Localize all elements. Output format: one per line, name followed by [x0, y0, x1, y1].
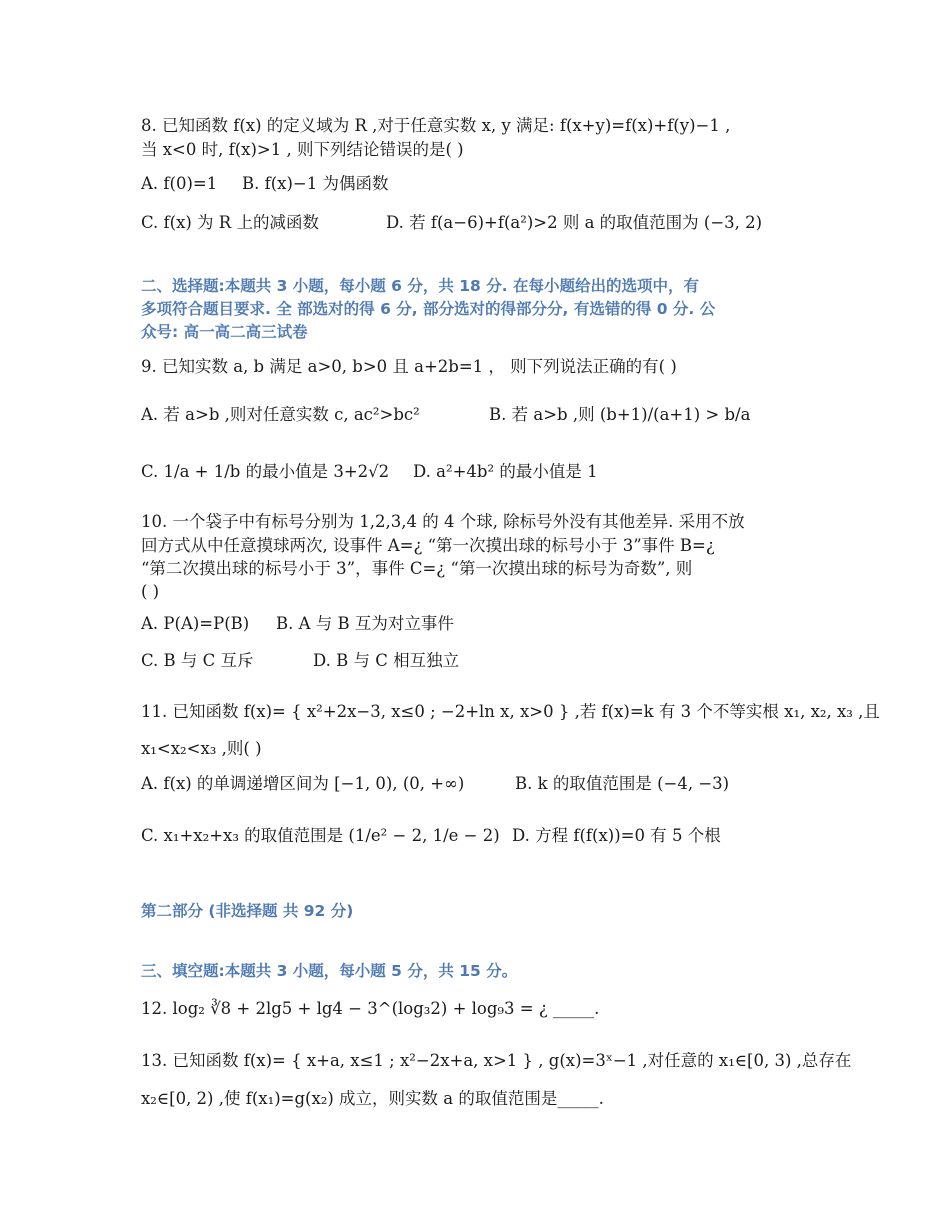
q8-option-d: D. 若 f(a−6)+f(a²)>2 则 a 的取值范围为 (−3, 2) — [386, 213, 763, 232]
q8-option-c: C. f(x) 为 R 上的减函数 — [141, 213, 319, 232]
q9-stem: 9. 已知实数 a, b 满足 a>0, b>0 且 a+2b=1 ， 则下列说法正确的有( ) — [141, 357, 677, 376]
q8-option-a: A. f(0)=1 — [141, 174, 218, 193]
q10-option-b: B. A 与 B 互为对立事件 — [276, 614, 454, 633]
q12-stem: 12. log₂ ∛8 + 2lg5 + lg4 − 3^(log₃2) + log₉3 = ¿ _____. — [141, 999, 600, 1018]
q13-stem-line1: 13. 已知函数 f(x)= { x+a, x≤1 ; x²−2x+a, x>1 } , g(x)=3ˣ−1 ,对任意的 x₁∈[0, 3) ,总存在 — [141, 1051, 852, 1070]
q8-stem-line2: 当 x<0 时, f(x)>1 , 则下列结论错误的是( ) — [141, 140, 464, 159]
q10-option-c: C. B 与 C 互斥 — [141, 651, 254, 670]
q9-option-c: C. 1/a + 1/b 的最小值是 3+2√2 — [141, 462, 390, 481]
q10-option-a: A. P(A)=P(B) — [141, 614, 250, 633]
q10-stem-line2: 回方式从中任意摸球两次, 设事件 A=¿ “第一次摸出球的标号小于 3”事件 B=¿ — [141, 536, 715, 555]
q11-option-a: A. f(x) 的单调递增区间为 [−1, 0), (0, +∞) — [141, 774, 465, 793]
q10-stem-line1: 10. 一个袋子中有标号分别为 1,2,3,4 的 4 个球, 除标号外没有其他差异. 采用不放 — [141, 512, 745, 531]
section2-heading-line2: 多项符合题目要求. 全 部选对的得 6 分, 部分选对的得部分分, 有选错的得 0 分. 公 — [141, 300, 716, 318]
q11-option-d: D. 方程 f(f(x))=0 有 5 个根 — [512, 826, 721, 845]
q11-stem-line1: 11. 已知函数 f(x)= { x²+2x−3, x≤0 ; −2+ln x, x>0 } ,若 f(x)=k 有 3 个不等实根 x₁, x₂, x₃ ,且 — [141, 702, 880, 721]
q13-stem-line2: x₂∈[0, 2) ,使 f(x₁)=g(x₂) 成立，则实数 a 的取值范围是_____. — [141, 1089, 604, 1108]
q10-option-d: D. B 与 C 相互独立 — [313, 651, 460, 670]
part2-heading: 第二部分 (非选择题 共 92 分) — [141, 902, 354, 920]
q11-option-b: B. k 的取值范围是 (−4, −3) — [515, 774, 730, 793]
section2-heading-line3: 众号: 高一高二高三试卷 — [141, 323, 308, 341]
section3-heading: 三、填空题:本题共 3 小题，每小题 5 分，共 15 分。 — [141, 962, 518, 980]
q11-stem-line2: x₁<x₂<x₃ ,则( ) — [141, 739, 262, 758]
q9-option-d: D. a²+4b² 的最小值是 1 — [413, 462, 598, 481]
q8-stem-line1: 8. 已知函数 f(x) 的定义域为 R ,对于任意实数 x, y 满足: f(x+y)=f(x)+f(y)−1 , — [141, 116, 731, 135]
q10-stem-line4: ( ) — [141, 582, 160, 601]
q9-option-a: A. 若 a>b ,则对任意实数 c, ac²>bc² — [141, 405, 420, 424]
q10-stem-line3: “第二次摸出球的标号小于 3”，事件 C=¿ “第一次摸出球的标号为奇数”, 则 — [141, 559, 693, 578]
section2-heading-line1: 二、选择题:本题共 3 小题，每小题 6 分，共 18 分. 在每小题给出的选项中，有 — [141, 277, 700, 295]
q8-option-b: B. f(x)−1 为偶函数 — [242, 174, 389, 193]
q11-option-c: C. x₁+x₂+x₃ 的取值范围是 (1/e² − 2, 1/e − 2) — [141, 826, 500, 845]
q9-option-b: B. 若 a>b ,则 (b+1)/(a+1) > b/a — [489, 405, 751, 424]
